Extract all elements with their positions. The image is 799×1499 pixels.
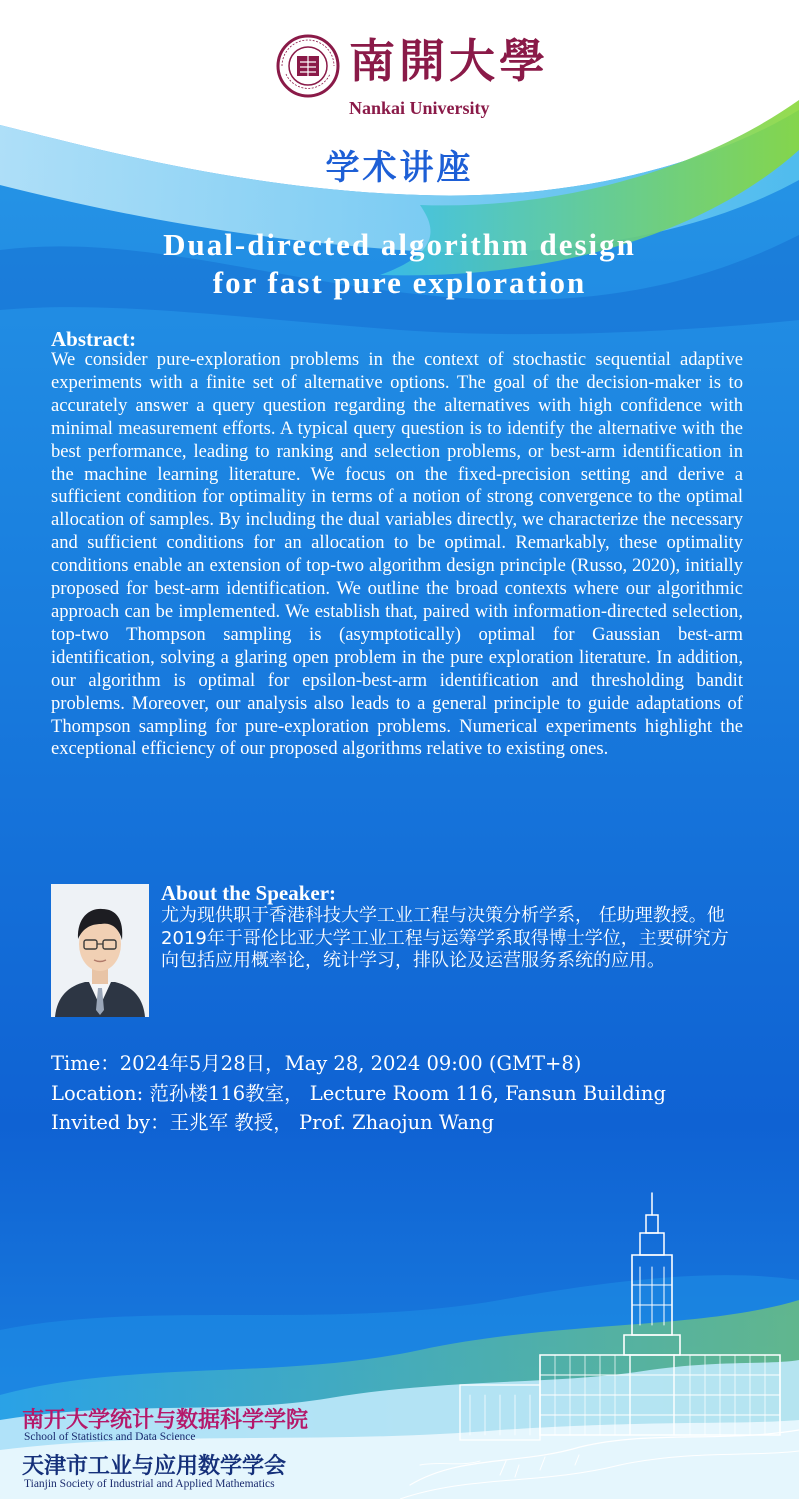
talk-title (0, 226, 799, 302)
event-host: Invited by：王兆军 教授， Prof. Zhaojun Wang (51, 1111, 494, 1134)
organizer-1-en: School of Statistics and Data Science (24, 1431, 196, 1443)
university-name-en: Nankai University (349, 98, 490, 118)
speaker-portrait-icon (51, 884, 149, 1017)
university-name-cn: 南開大學 (349, 34, 549, 88)
speaker-bio: 尤为现供职于香港科技大学工业工程与决策分析学系， 任助理教授。他2019年于哥伦比亚大学工业工程与运筹学系取得博士学位，主要研究方向包括应用概率论，统计学习，排队论及运营服务系统的应用。 (161, 905, 729, 971)
organizer-2-en: Tianjin Society of Industrial and Applied Mathematics (24, 1478, 275, 1490)
abstract-heading: Abstract: (51, 327, 137, 351)
event-time: Time：2024年5月28日，May 28, 2024 09:00 (GMT+8) (51, 1052, 582, 1075)
organizer-2-cn: 天津市工业与应用数学学会 (22, 1453, 287, 1479)
organizer-1-cn: 南开大学统计与数据科学学院 (22, 1407, 309, 1433)
university-logo (276, 22, 549, 118)
university-seal-icon (276, 34, 340, 98)
event-location: Location: 范孙楼116教室， Lecture Room 116, Fansun Building (51, 1082, 666, 1105)
abstract-body: We consider pure-exploration problems in the context of stochastic sequential adaptive experiments with a finite set of alternative options. The goal of the decision-maker is to accurately answer a query question regarding the alternatives with high confidence with minimal measurement efforts. A typical query question is to identify the alternative with the best performance, leading to ranking and selection problems, or best-arm identification in the machine learning literature. We focus on the fixed-precision setting and derive a sufficient condition for optimality in terms of a notion of strong convergence to the optimal allocation of samples. By including the dual variables directly, we characterize the necessary and sufficient conditions for an allocation to be optimal. Remarkably, these optimality conditions enable an extension of top-two algorithm design principle (Russo, 2020), initially proposed for best-arm identification. We outline the broad contexts where our algorithmic approach can be implemented. We establish that, paired with information-directed selection, top-two Thompson sampling is (asymptotically) optimal for Gaussian best-arm identification, solving a glaring open problem in the pure exploration literature. In addition, our algorithm is optimal for epsilon-best-arm identification and thresholding bandit problems. Moreover, our analysis also leads to a general principle to guide adaptations of Thompson sampling for pure-exploration problems. Numerical experiments highlight the exceptional efficiency of our proposed algorithms relative to existing ones. (51, 349, 743, 760)
speaker-photo (51, 884, 149, 1017)
talk-title-line1: Dual-directed algorithm design (163, 227, 636, 262)
speaker-heading: About the Speaker: (161, 881, 337, 905)
lecture-label: 学术讲座 (325, 148, 474, 188)
campus-building-illustration (400, 1185, 799, 1499)
talk-title-line2: for fast pure exploration (212, 265, 587, 300)
